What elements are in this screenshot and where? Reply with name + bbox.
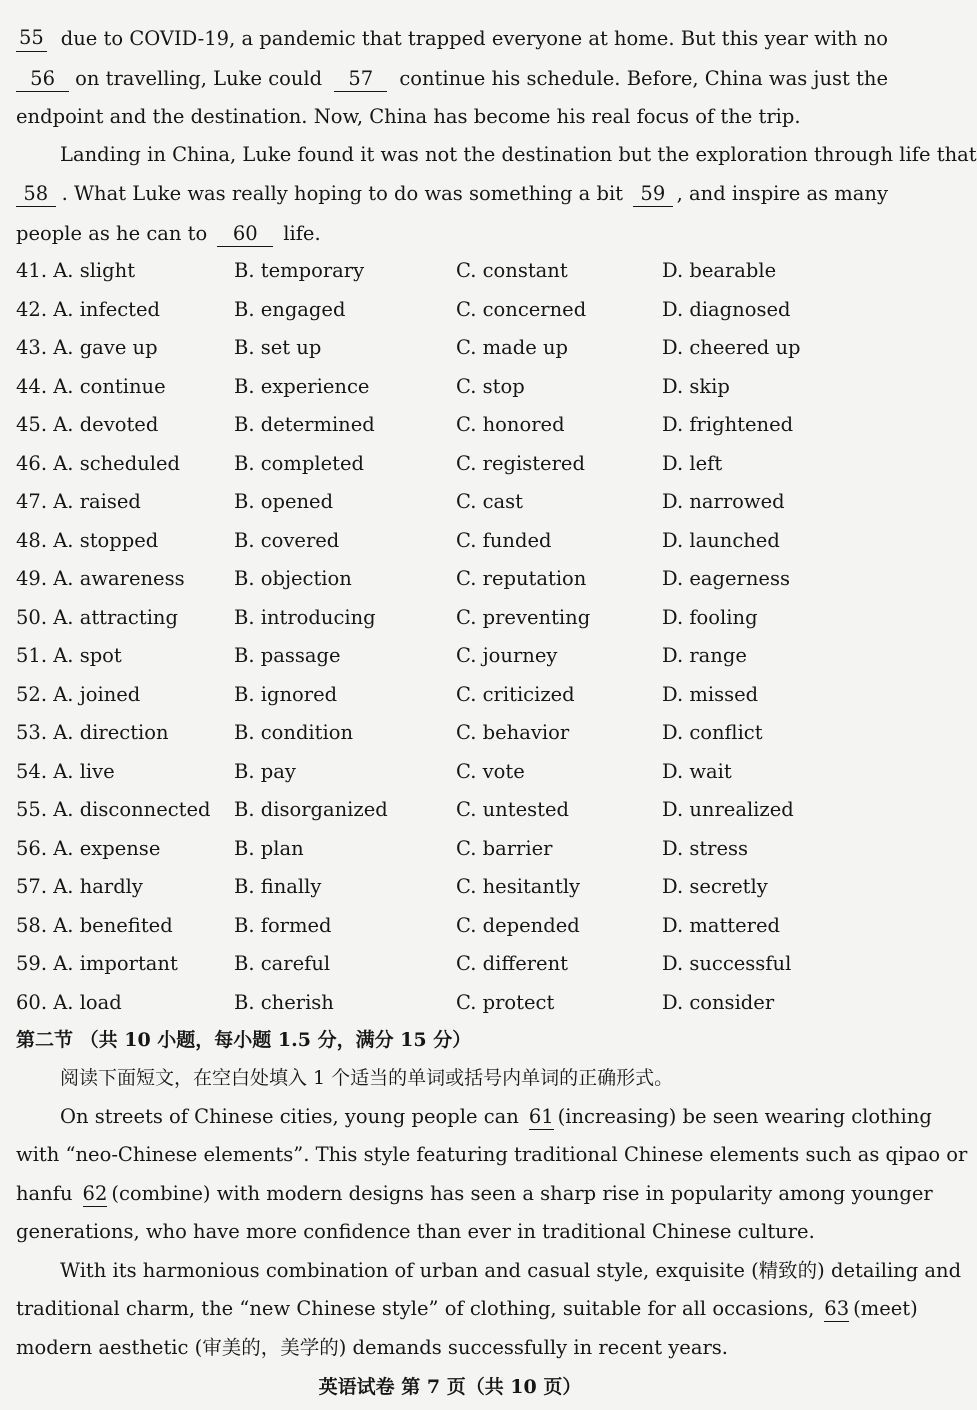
passage-line-4: Landing in China, Luke found it was not the destination but the exploration through life that: [60, 143, 977, 166]
passage-text: (meet): [853, 1297, 918, 1320]
passage-text: on travelling, Luke could: [75, 67, 323, 90]
blank-62: 62: [82, 1182, 108, 1205]
option-d: D. range: [662, 644, 747, 667]
passage-text: continue his schedule. Before, China was just the: [399, 67, 888, 90]
option-d: D. launched: [662, 529, 780, 552]
option-c: C. protect: [456, 991, 555, 1014]
option-c: C. concerned: [456, 298, 587, 321]
option-c: C. funded: [456, 529, 552, 552]
option-a: 56. A. expense: [16, 837, 161, 860]
option-d: D. successful: [662, 952, 792, 975]
option-c: C. made up: [456, 336, 569, 359]
option-a: 60. A. load: [16, 991, 122, 1014]
passage2-line-7: modern aesthetic (审美的，美学的) demands successfully in recent years.: [16, 1336, 728, 1359]
option-a: 43. A. gave up: [16, 336, 158, 359]
passage-text: life.: [283, 222, 321, 245]
blank-59: 59: [633, 182, 673, 207]
option-a: 55. A. disconnected: [16, 798, 211, 821]
passage-text: traditional charm, the “new Chinese style” of clothing, suitable for all occasions,: [16, 1297, 815, 1320]
option-a: 50. A. attracting: [16, 606, 178, 629]
option-b: B. passage: [234, 644, 341, 667]
option-row: [16, 988, 888, 1018]
option-d: D. narrowed: [662, 490, 785, 513]
option-c: C. untested: [456, 798, 569, 821]
option-a: 54. A. live: [16, 760, 115, 783]
blank-57: 57: [334, 67, 387, 92]
option-c: C. constant: [456, 259, 568, 282]
blank-58: 58: [16, 182, 56, 207]
option-b: B. cherish: [234, 991, 334, 1014]
passage2-line-6: [16, 1296, 918, 1322]
option-d: D. missed: [662, 683, 759, 706]
blank-63: 63: [824, 1297, 850, 1320]
option-a: 52. A. joined: [16, 683, 141, 706]
option-d: D. skip: [662, 375, 730, 398]
option-row: [16, 333, 888, 363]
option-d: D. frightened: [662, 413, 794, 436]
option-d: D. diagnosed: [662, 298, 791, 321]
passage-text: hanfu: [16, 1182, 73, 1205]
passage-text: people as he can to: [16, 222, 208, 245]
option-row: [16, 795, 888, 825]
option-row: [16, 872, 888, 902]
option-b: B. ignored: [234, 683, 338, 706]
option-b: B. experience: [234, 375, 370, 398]
option-row: [16, 295, 888, 325]
option-a: 45. A. devoted: [16, 413, 159, 436]
option-row: [16, 256, 888, 286]
option-d: D. left: [662, 452, 723, 475]
passage2-line-2: with “neo-Chinese elements”. This style featuring traditional Chinese elements such as qipao or: [16, 1143, 968, 1166]
option-row: [16, 487, 888, 517]
option-row: [16, 949, 888, 979]
option-b: B. temporary: [234, 259, 365, 282]
option-b: B. objection: [234, 567, 352, 590]
option-b: B. opened: [234, 490, 334, 513]
option-d: D. stress: [662, 837, 749, 860]
option-d: D. secretly: [662, 875, 768, 898]
section-instruction: 阅读下面短文，在空白处填入 1 个适当的单词或括号内单词的正确形式。: [60, 1067, 674, 1089]
option-c: C. cast: [456, 490, 524, 513]
passage-text: On streets of Chinese cities, young people can: [60, 1105, 519, 1128]
option-a: 51. A. spot: [16, 644, 122, 667]
passage-line-3: endpoint and the destination. Now, China has become his real focus of the trip.: [16, 105, 801, 128]
option-row: [16, 680, 888, 710]
option-b: B. finally: [234, 875, 322, 898]
passage2-line-3: [16, 1181, 933, 1207]
passage-text: (combine) with modern designs has seen a sharp rise in popularity among younger: [111, 1182, 933, 1205]
passage-line-6: [16, 221, 888, 247]
passage-text: (increasing) be seen wearing clothing: [557, 1105, 932, 1128]
blank-60: 60: [217, 222, 273, 247]
option-row: [16, 911, 888, 941]
passage-line-2: [16, 66, 888, 92]
option-b: B. disorganized: [234, 798, 388, 821]
option-b: B. formed: [234, 914, 332, 937]
blank-61: 61: [528, 1105, 554, 1128]
option-c: C. registered: [456, 452, 585, 475]
passage2-line-1: [16, 1104, 932, 1130]
section-heading: 第二节 （共 10 小题，每小题 1.5 分，满分 15 分）: [16, 1029, 472, 1051]
option-b: B. plan: [234, 837, 304, 860]
option-b: B. condition: [234, 721, 354, 744]
passage-line-5: [16, 181, 888, 207]
option-c: C. hesitantly: [456, 875, 581, 898]
passage-line-1: [16, 26, 888, 52]
option-c: C. barrier: [456, 837, 553, 860]
blank-55: 55: [16, 26, 47, 52]
passage2-line-5: With its harmonious combination of urban and casual style, exquisite (精致的) detailing and: [60, 1259, 962, 1282]
option-row: [16, 564, 888, 594]
option-b: B. introducing: [234, 606, 376, 629]
option-c: C. reputation: [456, 567, 587, 590]
passage-text: due to COVID-19, a pandemic that trapped everyone at home. But this year with no: [60, 27, 888, 50]
option-b: B. completed: [234, 452, 364, 475]
option-d: D. conflict: [662, 721, 763, 744]
option-c: C. criticized: [456, 683, 575, 706]
option-c: C. depended: [456, 914, 580, 937]
option-row: [16, 718, 888, 748]
option-a: 53. A. direction: [16, 721, 169, 744]
option-b: B. covered: [234, 529, 340, 552]
option-a: 46. A. scheduled: [16, 452, 181, 475]
option-c: C. different: [456, 952, 568, 975]
option-a: 57. A. hardly: [16, 875, 143, 898]
option-a: 44. A. continue: [16, 375, 166, 398]
page-footer: 英语试卷 第 7 页（共 10 页）: [318, 1376, 582, 1398]
option-a: 58. A. benefited: [16, 914, 173, 937]
option-b: B. engaged: [234, 298, 346, 321]
option-row: [16, 603, 888, 633]
option-b: B. set up: [234, 336, 322, 359]
option-d: D. wait: [662, 760, 732, 783]
option-a: 42. A. infected: [16, 298, 161, 321]
option-a: 41. A. slight: [16, 259, 136, 282]
option-c: C. stop: [456, 375, 525, 398]
option-row: [16, 449, 888, 479]
option-d: D. eagerness: [662, 567, 790, 590]
option-row: [16, 372, 888, 402]
option-c: C. journey: [456, 644, 558, 667]
option-b: B. pay: [234, 760, 296, 783]
option-a: 48. A. stopped: [16, 529, 159, 552]
option-d: D. cheered up: [662, 336, 801, 359]
option-b: B. careful: [234, 952, 331, 975]
option-d: D. fooling: [662, 606, 758, 629]
passage2-line-4: generations, who have more confidence than ever in traditional Chinese culture.: [16, 1220, 815, 1243]
option-d: D. mattered: [662, 914, 781, 937]
option-a: 59. A. important: [16, 952, 178, 975]
option-d: D. bearable: [662, 259, 777, 282]
option-c: C. honored: [456, 413, 565, 436]
passage-text: , and inspire as many: [676, 182, 888, 205]
option-d: D. consider: [662, 991, 775, 1014]
blank-56: 56: [16, 67, 69, 92]
option-d: D. unrealized: [662, 798, 794, 821]
option-c: C. behavior: [456, 721, 570, 744]
option-a: 47. A. raised: [16, 490, 141, 513]
passage-text: . What Luke was really hoping to do was something a bit: [61, 182, 624, 205]
option-row: [16, 410, 888, 440]
option-b: B. determined: [234, 413, 375, 436]
option-row: [16, 526, 888, 556]
option-c: C. vote: [456, 760, 525, 783]
option-row: [16, 757, 888, 787]
option-row: [16, 641, 888, 671]
option-a: 49. A. awareness: [16, 567, 185, 590]
option-row: [16, 834, 888, 864]
option-c: C. preventing: [456, 606, 591, 629]
